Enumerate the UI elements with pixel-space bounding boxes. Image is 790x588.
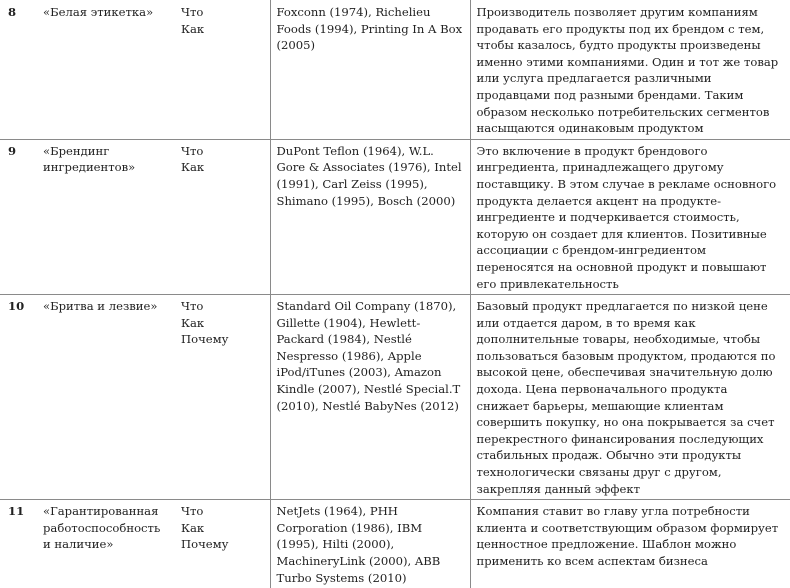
question-label: Что bbox=[181, 299, 204, 314]
pattern-examples: NetJets (1964), PHH Corporation (1986), IBM (1995), Hilti (2000), MachineryLink (2000), ABB Turbo Systems (2010) bbox=[270, 500, 470, 588]
pattern-examples: Standard Oil Company (1870), Gillette (1904), Hewlett-Packard (1984), Nestlé Nespresso (1986), Apple iPod/iTunes (2003), Amazon Kindle (2007), Nestlé Special.T (2010), Nestlé BabyNes (2012) bbox=[270, 295, 470, 500]
question-label: Почему bbox=[181, 537, 229, 552]
pattern-name: «Брендинг ингредиентов» bbox=[37, 139, 175, 294]
pattern-name: «Белая этикетка» bbox=[37, 0, 175, 139]
pattern-questions bbox=[175, 139, 270, 294]
pattern-questions bbox=[175, 500, 270, 588]
pattern-questions bbox=[175, 0, 270, 139]
question-label: Как bbox=[181, 520, 205, 535]
pattern-description: Компания ставит во главу угла потребности клиента и соответствующим образом формирует ценностное предложение. Шаблон можно применить ко всем аспектам бизнеса bbox=[470, 500, 790, 588]
pattern-number: 10 bbox=[0, 295, 37, 500]
question-label: Почему bbox=[181, 332, 229, 347]
pattern-questions bbox=[175, 295, 270, 500]
pattern-description: Это включение в продукт брендового ингредиента, принадлежащего другому поставщику. В этом случае в рекламе основного продукта делается акцент на продукте-ингредиенте и подчеркивается стоимость, которую он создает для клиентов. Позитивные ассоциации с брендом-ингредиентом переносятся на основной продукт и повышают его привлекательность bbox=[470, 139, 790, 294]
pattern-examples: DuPont Teflon (1964), W.L. Gore & Associates (1976), Intel (1991), Carl Zeiss (1995), Shimano (1995), Bosch (2000) bbox=[270, 139, 470, 294]
table-row bbox=[0, 139, 790, 294]
table-row bbox=[0, 295, 790, 500]
question-label: Как bbox=[181, 21, 205, 36]
table-row bbox=[0, 500, 790, 588]
pattern-number: 9 bbox=[0, 139, 37, 294]
table-row bbox=[0, 0, 790, 139]
question-label: Что bbox=[181, 143, 204, 158]
question-label: Как bbox=[181, 160, 205, 175]
question-label: Что bbox=[181, 504, 204, 519]
pattern-description: Производитель позволяет другим компаниям продавать его продукты под их брендом с тем, чтобы казалось, будто продукты произведены именно этими компаниями. Один и тот же товар или услуга предлагается различными продавцами под разными брендами. Таким образом несколько потребительских сегментов насыщаются одинаковым продуктом bbox=[470, 0, 790, 139]
question-label: Как bbox=[181, 315, 205, 330]
pattern-number: 11 bbox=[8, 504, 25, 519]
pattern-name: «Гарантированная работоспособность и наличие» bbox=[43, 504, 161, 552]
pattern-number: 8 bbox=[0, 0, 37, 139]
pattern-description: Базовый продукт предлагается по низкой цене или отдается даром, в то время как дополнительные товары, необходимые, чтобы пользоваться базовым продуктом, продаются по высокой цене, обеспечивая значительную долю дохода. Цена первоначального продукта снижает барьеры, мешающие клиентам совершить покупку, но она покрывается за счет перекрестного финансирования последующих стабильных продаж. Обычно эти продукты технологически связаны друг с другом, закрепляя данный эффект bbox=[470, 295, 790, 500]
pattern-name: «Бритва и лезвие» bbox=[37, 295, 175, 500]
question-label: Что bbox=[181, 5, 204, 19]
pattern-examples: Foxconn (1974), Richelieu Foods (1994), Printing In A Box (2005) bbox=[270, 0, 470, 139]
